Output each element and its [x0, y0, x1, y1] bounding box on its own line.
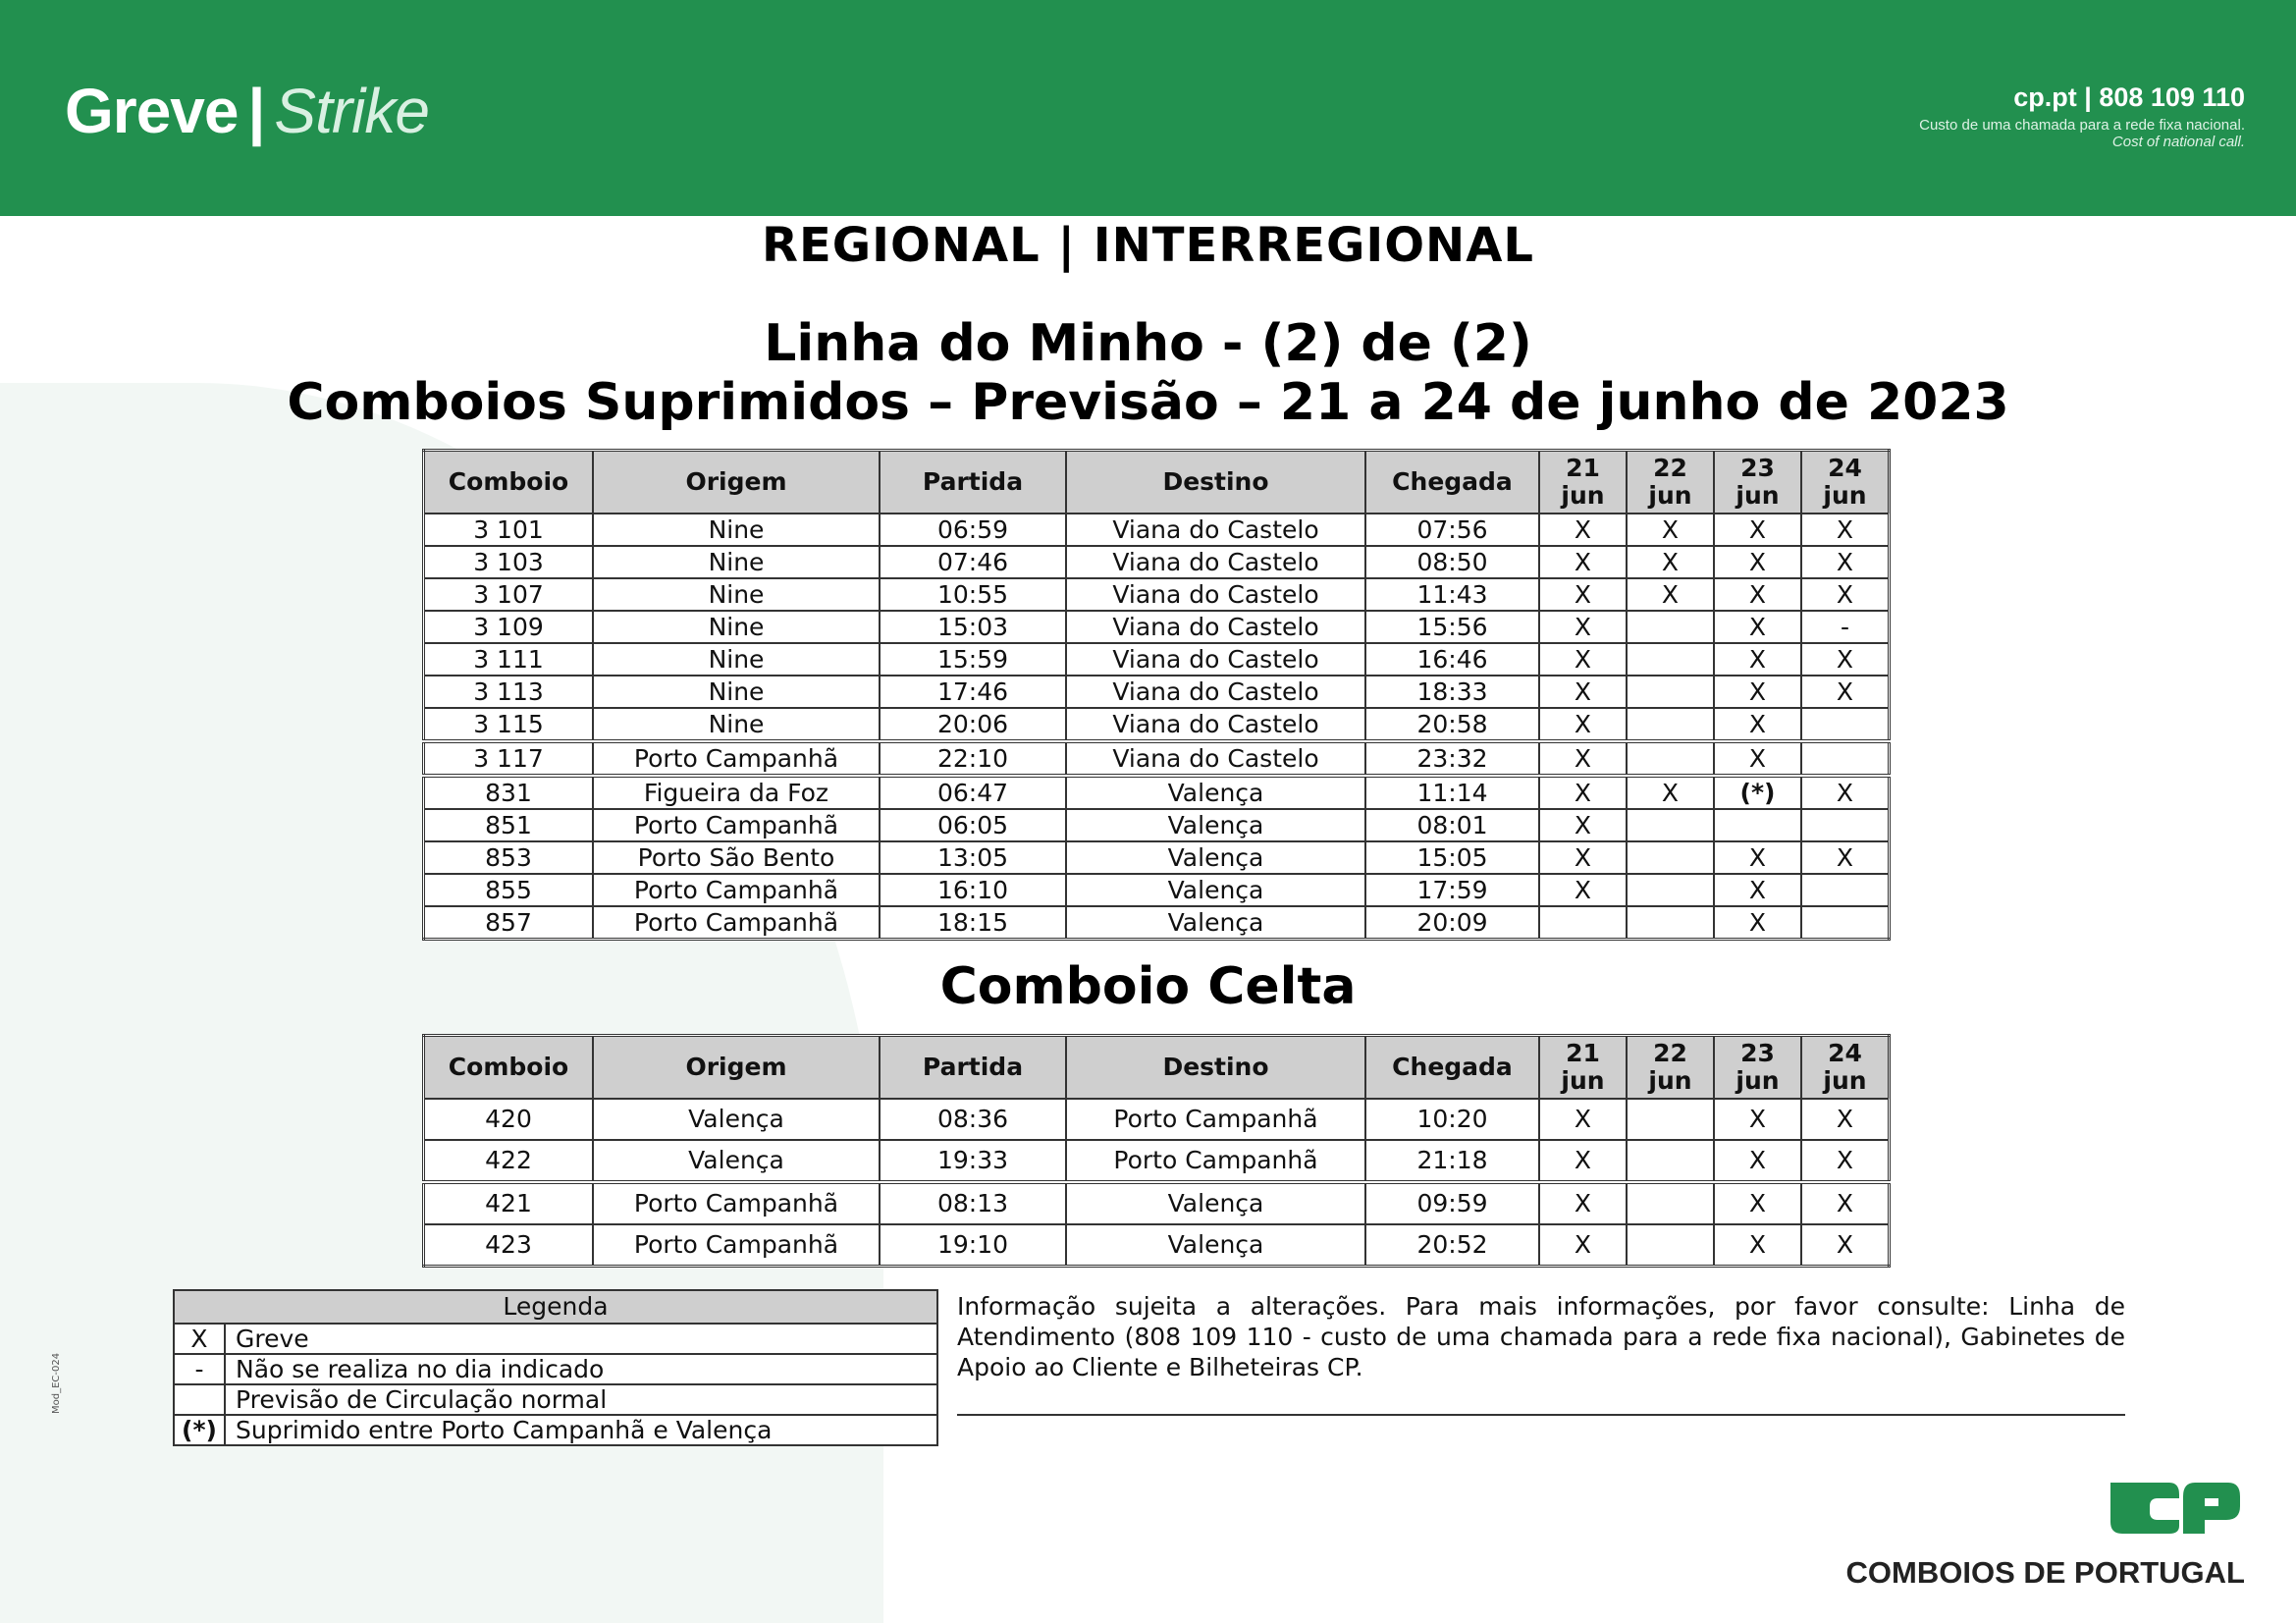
table-cell — [1801, 741, 1890, 776]
table-cell: 06:59 — [880, 514, 1066, 546]
table-cell: 18:33 — [1365, 676, 1539, 708]
table-cell — [1801, 906, 1890, 940]
table-row — [424, 776, 1890, 809]
table-cell: X — [1801, 1224, 1890, 1267]
table-cell: Porto Campanhã — [593, 741, 880, 776]
table-row — [424, 514, 1890, 546]
column-header: Partida — [880, 1036, 1066, 1100]
celta-schedule-table — [422, 1034, 1891, 1268]
table-cell: 07:46 — [880, 546, 1066, 578]
table-cell: X — [1714, 874, 1801, 906]
table-row — [424, 741, 1890, 776]
category-title: REGIONAL | INTERREGIONAL — [762, 218, 1534, 273]
table-cell: X — [1627, 776, 1714, 809]
table-cell: X — [1801, 578, 1890, 611]
table-cell: X — [1627, 578, 1714, 611]
line-title: Linha do Minho - (2) de (2) — [764, 314, 1532, 373]
table-cell: 11:14 — [1365, 776, 1539, 809]
table-cell: X — [1539, 809, 1627, 841]
table-cell: X — [1801, 776, 1890, 809]
table-cell: Nine — [593, 514, 880, 546]
table-cell — [1539, 906, 1627, 940]
table-cell: Nine — [593, 546, 880, 578]
table-cell: X — [1801, 546, 1890, 578]
divider — [957, 1414, 2125, 1416]
table-cell: X — [1714, 611, 1801, 643]
table-cell: X — [1539, 874, 1627, 906]
table-cell: 10:20 — [1365, 1099, 1539, 1140]
table-cell: 16:10 — [880, 874, 1066, 906]
table-cell: 06:47 — [880, 776, 1066, 809]
table-cell: X — [1539, 546, 1627, 578]
table-cell — [1627, 1140, 1714, 1182]
table-cell: X — [1714, 906, 1801, 940]
table-row — [424, 1140, 1890, 1182]
table-cell — [1801, 874, 1890, 906]
table-cell: X — [1539, 514, 1627, 546]
table-cell: X — [1539, 611, 1627, 643]
legend-text: Previsão de Circulação normal — [225, 1384, 937, 1415]
table-cell: 19:33 — [880, 1140, 1066, 1182]
column-header: Chegada — [1365, 1036, 1539, 1100]
table-cell: 3 109 — [424, 611, 594, 643]
table-cell: X — [1539, 578, 1627, 611]
table-cell: 08:36 — [880, 1099, 1066, 1140]
table-body — [424, 514, 1890, 940]
column-header: Destino — [1066, 1036, 1365, 1100]
table-cell: 11:43 — [1365, 578, 1539, 611]
table-cell: 20:52 — [1365, 1224, 1539, 1267]
column-header: 21 jun — [1539, 1036, 1627, 1100]
table-cell: Porto Campanhã — [593, 809, 880, 841]
table-cell: 20:09 — [1365, 906, 1539, 940]
table-row — [424, 708, 1890, 741]
table-cell: (*) — [1714, 776, 1801, 809]
brand-separator: | — [247, 76, 265, 146]
table-cell: Viana do Castelo — [1066, 676, 1365, 708]
legend-symbol: X — [174, 1324, 225, 1354]
table-cell: X — [1714, 1140, 1801, 1182]
table-cell: 3 117 — [424, 741, 594, 776]
column-header: 23 jun — [1714, 451, 1801, 514]
table-cell — [1627, 1182, 1714, 1224]
legend-text: Suprimido entre Porto Campanhã e Valença — [225, 1415, 937, 1445]
table-cell: X — [1801, 841, 1890, 874]
table-cell: 3 115 — [424, 708, 594, 741]
table-cell: X — [1714, 578, 1801, 611]
legend-text: Greve — [225, 1324, 937, 1354]
table-cell: Figueira da Foz — [593, 776, 880, 809]
table-cell: 13:05 — [880, 841, 1066, 874]
table-cell: Viana do Castelo — [1066, 741, 1365, 776]
table-cell: 22:10 — [880, 741, 1066, 776]
table-cell: 06:05 — [880, 809, 1066, 841]
table-cell: 855 — [424, 874, 594, 906]
table-cell: 420 — [424, 1099, 594, 1140]
legend-symbol: - — [174, 1354, 225, 1384]
table-cell: Nine — [593, 708, 880, 741]
table-cell: X — [1539, 676, 1627, 708]
table-body — [424, 1099, 1890, 1267]
table-cell: X — [1539, 841, 1627, 874]
table-cell: Valença — [1066, 1224, 1365, 1267]
table-cell: Viana do Castelo — [1066, 708, 1365, 741]
table-cell: X — [1539, 1099, 1627, 1140]
table-cell: 421 — [424, 1182, 594, 1224]
column-header: 22 jun — [1627, 1036, 1714, 1100]
table-cell: Valença — [1066, 809, 1365, 841]
table-cell: Porto Campanhã — [593, 1224, 880, 1267]
table-cell: Porto Campanhã — [1066, 1099, 1365, 1140]
table-cell: 3 103 — [424, 546, 594, 578]
column-header: Origem — [593, 451, 880, 514]
brand-main: Greve — [65, 76, 239, 146]
legend-symbol: (*) — [174, 1415, 225, 1445]
column-header: Chegada — [1365, 451, 1539, 514]
document-reference: Mod_EC-024 — [51, 1352, 62, 1414]
table-header-row — [424, 451, 1890, 514]
legend-table — [173, 1289, 938, 1446]
column-header: Destino — [1066, 451, 1365, 514]
celta-title: Comboio Celta — [939, 957, 1357, 1016]
table-row — [424, 1224, 1890, 1267]
legend-row — [174, 1415, 937, 1445]
column-header: Comboio — [424, 451, 594, 514]
table-cell: Valença — [1066, 776, 1365, 809]
table-cell: X — [1539, 1182, 1627, 1224]
table-row — [424, 643, 1890, 676]
legend-symbol — [174, 1384, 225, 1415]
table-cell: 3 111 — [424, 643, 594, 676]
table-cell — [1627, 1224, 1714, 1267]
column-header: 22 jun — [1627, 451, 1714, 514]
table-cell — [1627, 708, 1714, 741]
table-cell: 16:46 — [1365, 643, 1539, 676]
main-schedule-table — [422, 449, 1891, 941]
table-cell: Nine — [593, 578, 880, 611]
table-cell — [1627, 741, 1714, 776]
table-cell — [1801, 809, 1890, 841]
table-cell: 18:15 — [880, 906, 1066, 940]
header-banner — [0, 0, 2296, 216]
table-cell: X — [1801, 514, 1890, 546]
company-name: COMBOIOS DE PORTUGAL — [1845, 1555, 2245, 1590]
table-cell: 09:59 — [1365, 1182, 1539, 1224]
table-cell: Valença — [593, 1099, 880, 1140]
table-cell — [1627, 841, 1714, 874]
table-cell: 857 — [424, 906, 594, 940]
table-row — [424, 841, 1890, 874]
table-cell: X — [1801, 1140, 1890, 1182]
table-cell: Nine — [593, 676, 880, 708]
table-cell: Porto Campanhã — [593, 874, 880, 906]
table-row — [424, 809, 1890, 841]
column-header: Partida — [880, 451, 1066, 514]
legend-row — [174, 1324, 937, 1354]
table-cell: Viana do Castelo — [1066, 578, 1365, 611]
table-cell: X — [1801, 1099, 1890, 1140]
table-cell: 07:56 — [1365, 514, 1539, 546]
brand-title — [65, 75, 429, 147]
table-cell: 17:59 — [1365, 874, 1539, 906]
column-header: 23 jun — [1714, 1036, 1801, 1100]
table-cell: X — [1801, 643, 1890, 676]
table-cell — [1627, 874, 1714, 906]
contact-line: cp.pt | 808 109 110 — [2013, 82, 2245, 112]
table-cell — [1627, 906, 1714, 940]
table-cell: Porto São Bento — [593, 841, 880, 874]
table-cell: - — [1801, 611, 1890, 643]
table-cell: 3 101 — [424, 514, 594, 546]
table-cell: Porto Campanhã — [593, 1182, 880, 1224]
table-cell: Valença — [1066, 906, 1365, 940]
table-cell: 17:46 — [880, 676, 1066, 708]
table-cell: X — [1714, 841, 1801, 874]
table-row — [424, 578, 1890, 611]
table-cell — [1714, 809, 1801, 841]
legend-body — [174, 1324, 937, 1445]
table-cell: 422 — [424, 1140, 594, 1182]
table-cell — [1627, 676, 1714, 708]
table-cell: X — [1539, 643, 1627, 676]
table-cell — [1627, 611, 1714, 643]
brand-sub: Strike — [274, 76, 429, 146]
table-cell: X — [1714, 741, 1801, 776]
contact-info — [1919, 82, 2245, 150]
table-cell: 853 — [424, 841, 594, 874]
table-cell: X — [1801, 676, 1890, 708]
table-cell: 08:50 — [1365, 546, 1539, 578]
table-cell: X — [1714, 1224, 1801, 1267]
table-row — [424, 906, 1890, 940]
table-cell: X — [1627, 546, 1714, 578]
table-cell: Viana do Castelo — [1066, 643, 1365, 676]
table-cell: 08:01 — [1365, 809, 1539, 841]
legend-row — [174, 1354, 937, 1384]
table-cell: X — [1714, 676, 1801, 708]
table-cell: X — [1539, 776, 1627, 809]
column-header: 24 jun — [1801, 451, 1890, 514]
table-cell: 21:18 — [1365, 1140, 1539, 1182]
table-cell: Viana do Castelo — [1066, 546, 1365, 578]
table-header-row — [424, 1036, 1890, 1100]
table-cell: 20:58 — [1365, 708, 1539, 741]
table-cell: X — [1714, 514, 1801, 546]
table-cell — [1627, 1099, 1714, 1140]
table-cell: 15:59 — [880, 643, 1066, 676]
table-cell: 10:55 — [880, 578, 1066, 611]
table-cell: Valença — [1066, 841, 1365, 874]
table-row — [424, 611, 1890, 643]
table-cell — [1801, 708, 1890, 741]
table-cell: X — [1539, 1140, 1627, 1182]
table-cell: 3 113 — [424, 676, 594, 708]
legend-row — [174, 1384, 937, 1415]
table-cell — [1627, 643, 1714, 676]
table-cell: X — [1539, 1224, 1627, 1267]
table-cell: X — [1714, 1182, 1801, 1224]
table-cell: X — [1627, 514, 1714, 546]
table-row — [424, 676, 1890, 708]
table-cell: Porto Campanhã — [593, 906, 880, 940]
cp-logo-icon — [2101, 1473, 2248, 1547]
table-cell: 423 — [424, 1224, 594, 1267]
table-cell: Viana do Castelo — [1066, 514, 1365, 546]
table-cell: Valença — [1066, 874, 1365, 906]
table-cell: Porto Campanhã — [1066, 1140, 1365, 1182]
info-text: Informação sujeita a alterações. Para mais informações, por favor consulte: Linha de Atendimento (808 109 110 - custo de uma chamada para a rede fixa nacional), Gabinetes de Apoio ao Cliente e Bilheteiras CP. — [957, 1292, 2125, 1381]
table-cell: X — [1801, 1182, 1890, 1224]
table-cell: X — [1539, 741, 1627, 776]
table-cell: Nine — [593, 643, 880, 676]
table-row — [424, 1099, 1890, 1140]
subtitle: Comboios Suprimidos – Previsão – 21 a 24 de junho de 2023 — [287, 373, 2009, 432]
column-header: Comboio — [424, 1036, 594, 1100]
table-cell: 15:05 — [1365, 841, 1539, 874]
contact-note-pt: Custo de uma chamada para a rede fixa nacional. — [1919, 117, 2245, 134]
table-cell: 08:13 — [880, 1182, 1066, 1224]
table-row — [424, 874, 1890, 906]
table-cell: X — [1539, 708, 1627, 741]
table-row — [424, 546, 1890, 578]
table-cell: 20:06 — [880, 708, 1066, 741]
table-cell: X — [1714, 1099, 1801, 1140]
column-header: Origem — [593, 1036, 880, 1100]
table-cell: 3 107 — [424, 578, 594, 611]
table-cell: X — [1714, 546, 1801, 578]
column-header: 24 jun — [1801, 1036, 1890, 1100]
table-cell: Viana do Castelo — [1066, 611, 1365, 643]
legend-text: Não se realiza no dia indicado — [225, 1354, 937, 1384]
table-cell — [1627, 809, 1714, 841]
table-cell: 15:03 — [880, 611, 1066, 643]
table-cell: X — [1714, 643, 1801, 676]
table-cell: Valença — [1066, 1182, 1365, 1224]
table-cell: X — [1714, 708, 1801, 741]
table-cell: 15:56 — [1365, 611, 1539, 643]
table-cell: Nine — [593, 611, 880, 643]
table-cell: 19:10 — [880, 1224, 1066, 1267]
table-cell: Valença — [593, 1140, 880, 1182]
legend-title: Legenda — [174, 1290, 937, 1324]
table-cell: 851 — [424, 809, 594, 841]
contact-note-en: Cost of national call. — [2111, 134, 2245, 150]
table-cell: 23:32 — [1365, 741, 1539, 776]
table-row — [424, 1182, 1890, 1224]
column-header: 21 jun — [1539, 451, 1627, 514]
table-cell: 831 — [424, 776, 594, 809]
